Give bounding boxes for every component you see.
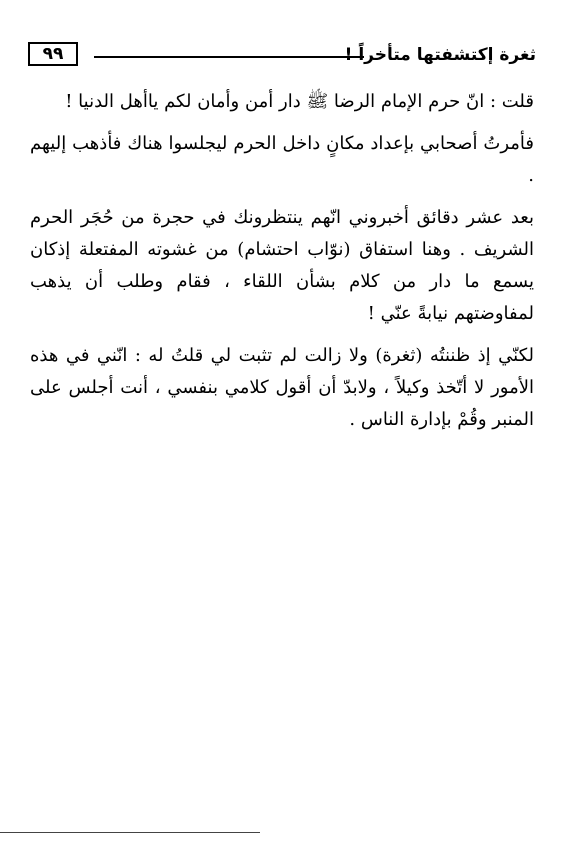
paragraph: لكنّي إذ ظننتُه (ثغرة) ولا زالت لم تثبت لي قلتُ له : انّني في هذه الأمور لا أتّخذ وكيلاً ، ولابدّ أن أقول كلامي بنفسي ، أنت أجلس على المنبر وقُمْ بإدارة الناس . bbox=[30, 345, 534, 430]
page-header bbox=[28, 42, 536, 70]
body-text bbox=[30, 86, 534, 446]
paragraph: قلت : انّ حرم الإمام الرضا ﷺ دار أمن وأمان لكم ياأهل الدنيا ! bbox=[65, 91, 534, 112]
paragraph: فأمرتُ أصحابي بإعداد مكانٍ داخل الحرم ليجلسوا هناك فأذهب إليهم . bbox=[30, 133, 534, 186]
paragraph: بعد عشر دقائق أخبروني انّهم ينتظرونك في حجرة من حُجَر الحرم الشريف . وهنا استفاق (نوّاب احتشام) من غشوته المفتعلة إذكان يسمع ما دار من كلام بشأن اللقاء ، فقام وطلب أن يذهب لمفاوضتهم نيابةً عنّي ! bbox=[30, 207, 534, 324]
bottom-rule bbox=[0, 832, 260, 833]
running-title: ثغرة إكتشفتها متأخراً ! bbox=[344, 45, 536, 65]
page-number: ٩٩ bbox=[28, 42, 78, 66]
header-rule bbox=[94, 56, 364, 58]
